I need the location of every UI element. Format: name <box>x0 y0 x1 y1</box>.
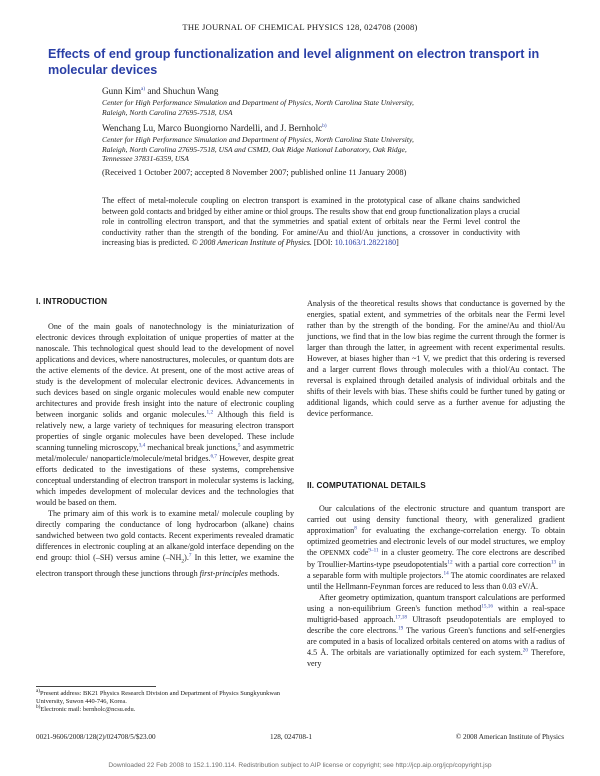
right-column-body-1 <box>307 298 565 419</box>
footnote-a: $^{a)}$Present address: BK21 Physics Research Division and Department of Physics Sungkyunkwan University, Suwon 440-746, Korea. <box>36 687 281 706</box>
citation-ref[interactable]: 6,7 <box>210 453 217 460</box>
doi-link[interactable]: 10.1063/1.2822180 <box>334 238 397 248</box>
author-names-group-2: Wenchang Lu, Marco Buongiorno Nardelli, and J. Bernholc <box>102 123 323 133</box>
affiliation-1-line: Raleigh, North Carolina 27695-7518, USA <box>102 107 233 117</box>
footer-issn: 0021-9606/2008/128(2)/024708/5/$23.00 <box>36 733 156 741</box>
citation-ref[interactable]: 9–11 <box>368 547 379 554</box>
abstract-copyright: © 2008 American Institute of Physics. <box>191 238 312 248</box>
affiliation-2 <box>102 135 562 164</box>
left-column-body <box>36 321 294 579</box>
authors-line-1 <box>102 86 218 97</box>
citation-ref[interactable]: 19 <box>398 625 404 632</box>
download-notice: Downloaded 22 Feb 2008 to 152.1.190.114. Redistribution subject to AIP license or copyright; see http://jcp.aip.org/jcp/copyright.jsp <box>108 762 492 769</box>
right-column-body-2 <box>307 503 565 669</box>
citation-ref[interactable]: 13 <box>550 559 557 566</box>
footnote-rule <box>36 686 156 687</box>
affiliation-2-line: Center for High Performance Simulation and Department of Physics, North Carolina State University, <box>102 135 414 144</box>
affiliation-1 <box>102 98 562 117</box>
section-heading-computational-details: II. COMPUTATIONAL DETAILS <box>307 481 426 490</box>
section-heading-introduction: I. INTRODUCTION <box>36 297 108 306</box>
author-name-wang: and Shuchun Wang <box>145 86 219 96</box>
abstract <box>102 196 520 249</box>
methods-paragraph-2: After geometry optimization, quantum transport calculations are performed using a non-equilibrium Green's function method$^{15,16}$ within a real-space multigrid-based approach.$^{17,18}$ Ultrasoft pseudopotentials are employed to describe the core electrons.$^{19}$ The various Green's functions and self-energies are computed in a basis of localized orbitals centered on atoms with a radius of 4.5 Å. The orbitals are variationally optimized for each system.$^{20}$ Therefore, very <box>307 593 565 668</box>
footer-copyright: © 2008 American Institute of Physics <box>455 733 564 741</box>
affiliation-2-line: Raleigh, North Carolina 27695-7518, USA and CSMD, Oak Ridge National Laboratory, Oak Ridge, <box>102 144 407 154</box>
received-dates: (Received 1 October 2007; accepted 8 November 2007; published online 11 January 2008) <box>102 168 407 177</box>
article-title: Effects of end group functionalization and level alignment on electron transport in molecular devices <box>48 47 540 77</box>
citation-ref[interactable]: 7 <box>188 552 192 559</box>
citation-ref[interactable]: 17,18 <box>395 614 407 621</box>
footer-page-number: 128, 024708-1 <box>270 733 312 741</box>
footnotes <box>36 687 294 715</box>
doi-suffix: ] <box>396 238 399 248</box>
citation-ref[interactable]: 14 <box>443 570 449 577</box>
citation-ref[interactable]: 1,2 <box>206 409 214 416</box>
citation-ref[interactable]: 12 <box>447 559 453 566</box>
affiliation-1-line: Center for High Performance Simulation and Department of Physics, North Carolina State University, <box>102 98 414 107</box>
intro-paragraph-1: One of the main goals of nanotechnology is the miniaturization of electronic devices through exploitation of unique properties of matter at the nanoscale. This technological quest should lead to the development of novel applications and devices, where nanostructures, molecules, or quantum dots are the active elements of the device. At present, one of the most active areas of study is the development of molecular electronic devices. Advancements in such devices based on single organic molecules would enable new computer architectures and provide fresh insight into the nature of electronic coupling between inorganic solids and organic molecules.$^{1,2}$ Although this field is relatively new, a large variety of techniques for measuring electron transport properties of single organic molecules have been developed. These include scanning tunneling microscopy,$^{3,4}$ mechanical break junctions,$^5$ and asymmetric metal/molecule/ nanoparticle/molecule/metal bridges.$^{6,7}$ However, despite great efforts dedicated to the investigations of these systems, comprehensive conceptual understanding of electron transport in molecular systems is lacking, which impedes development of molecular devices and the technologies that would be based on them. <box>36 322 294 507</box>
citation-ref[interactable]: 15,16 <box>481 603 493 610</box>
intro-paragraph-2: The primary aim of this work is to examine metal/ molecule coupling by directly comparing the conductance of long hydrocarbon (alkane) chains sandwiched between two gold contacts. Recent experiments revealed dramatic differences in electronic coupling at an alkane/gold interface depending on the end group: thiol (–SH) versus amine $(-NH_2).^7$ In this letter, we examine the electron transport through these junctions through first-principles methods. <box>36 509 294 578</box>
footnote-mark-b[interactable]: b) <box>322 122 327 129</box>
affiliation-2-line: Tennessee 37831-6359, USA <box>102 154 189 164</box>
author-name-kim: Gunn Kim <box>102 86 142 96</box>
methods-paragraph-1: Our calculations of the electronic structure and quantum transport are carried out using density functional theory, with generalized gradient approximation$^8$ for evaluating the exchange-correlation energy. To obtain optimized geometries and electronic levels of our model structures, we employ the OPENMX code$^{9-11}$ in a cluster geometry. The core electrons are described by Troullier-Martins-type pseudopotentials$^{12}$ with a partial core correction$^{13}$ in a separable form with multiple projectors.$^{14}$ The atomic coordinates are relaxed until the Hellmann-Feynman forces are reduced to less than 0.03 eV/Å. <box>307 504 565 591</box>
footnote-b: $^{b)}$Electronic mail: bernholc@ncsu.edu. <box>36 704 136 714</box>
citation-ref[interactable]: 8 <box>354 525 357 532</box>
running-head: THE JOURNAL OF CHEMICAL PHYSICS 128, 024708 (2008) <box>182 22 418 32</box>
footnote-mark-a[interactable]: a) <box>141 85 146 92</box>
intro-paragraph-3: Analysis of the theoretical results shows that conductance is governed by the energies, spatial extent, and symmetries of the orbitals near the Fermi level rather than by the strength of the bonding. For the amine/Au and thiol/Au junctions, we find that in the low bias regime the current through the former is larger than through the latter, in agreement with recent experimental results. However, at biases higher than ~1 V, we predict that this ordering is reversed and a larger current flows through molecules with a thiol/Au contact. The reversal is explained through detailed analysis of individual orbitals and the shifts of their levels with bias. These shifts could be further tuned by gating or additional ligands, which could serve as a further avenue for adjusting the device performance. <box>307 299 565 418</box>
abstract-text: The effect of metal-molecule coupling on electron transport is examined in the prototypical case of alkane chains sandwiched between gold contacts and bridged by either amine or thiol groups. The results show that end group functionalization plays a crucial role in controlling electron transport, and that the symmetries and spatial extent of orbitals near the Fermi level control the conductivity rather than the strength of the bonding. For amine/Au and thiol/Au junctions, a crossover in conductivity with increasing bias is predicted. <box>102 196 520 248</box>
doi-line <box>314 238 399 247</box>
citation-ref[interactable]: 20 <box>522 647 528 654</box>
citation-ref[interactable]: 3,4 <box>138 442 146 449</box>
doi-prefix: [DOI: <box>313 238 335 248</box>
citation-ref[interactable]: 5 <box>237 442 241 449</box>
authors-line-2 <box>102 123 327 134</box>
